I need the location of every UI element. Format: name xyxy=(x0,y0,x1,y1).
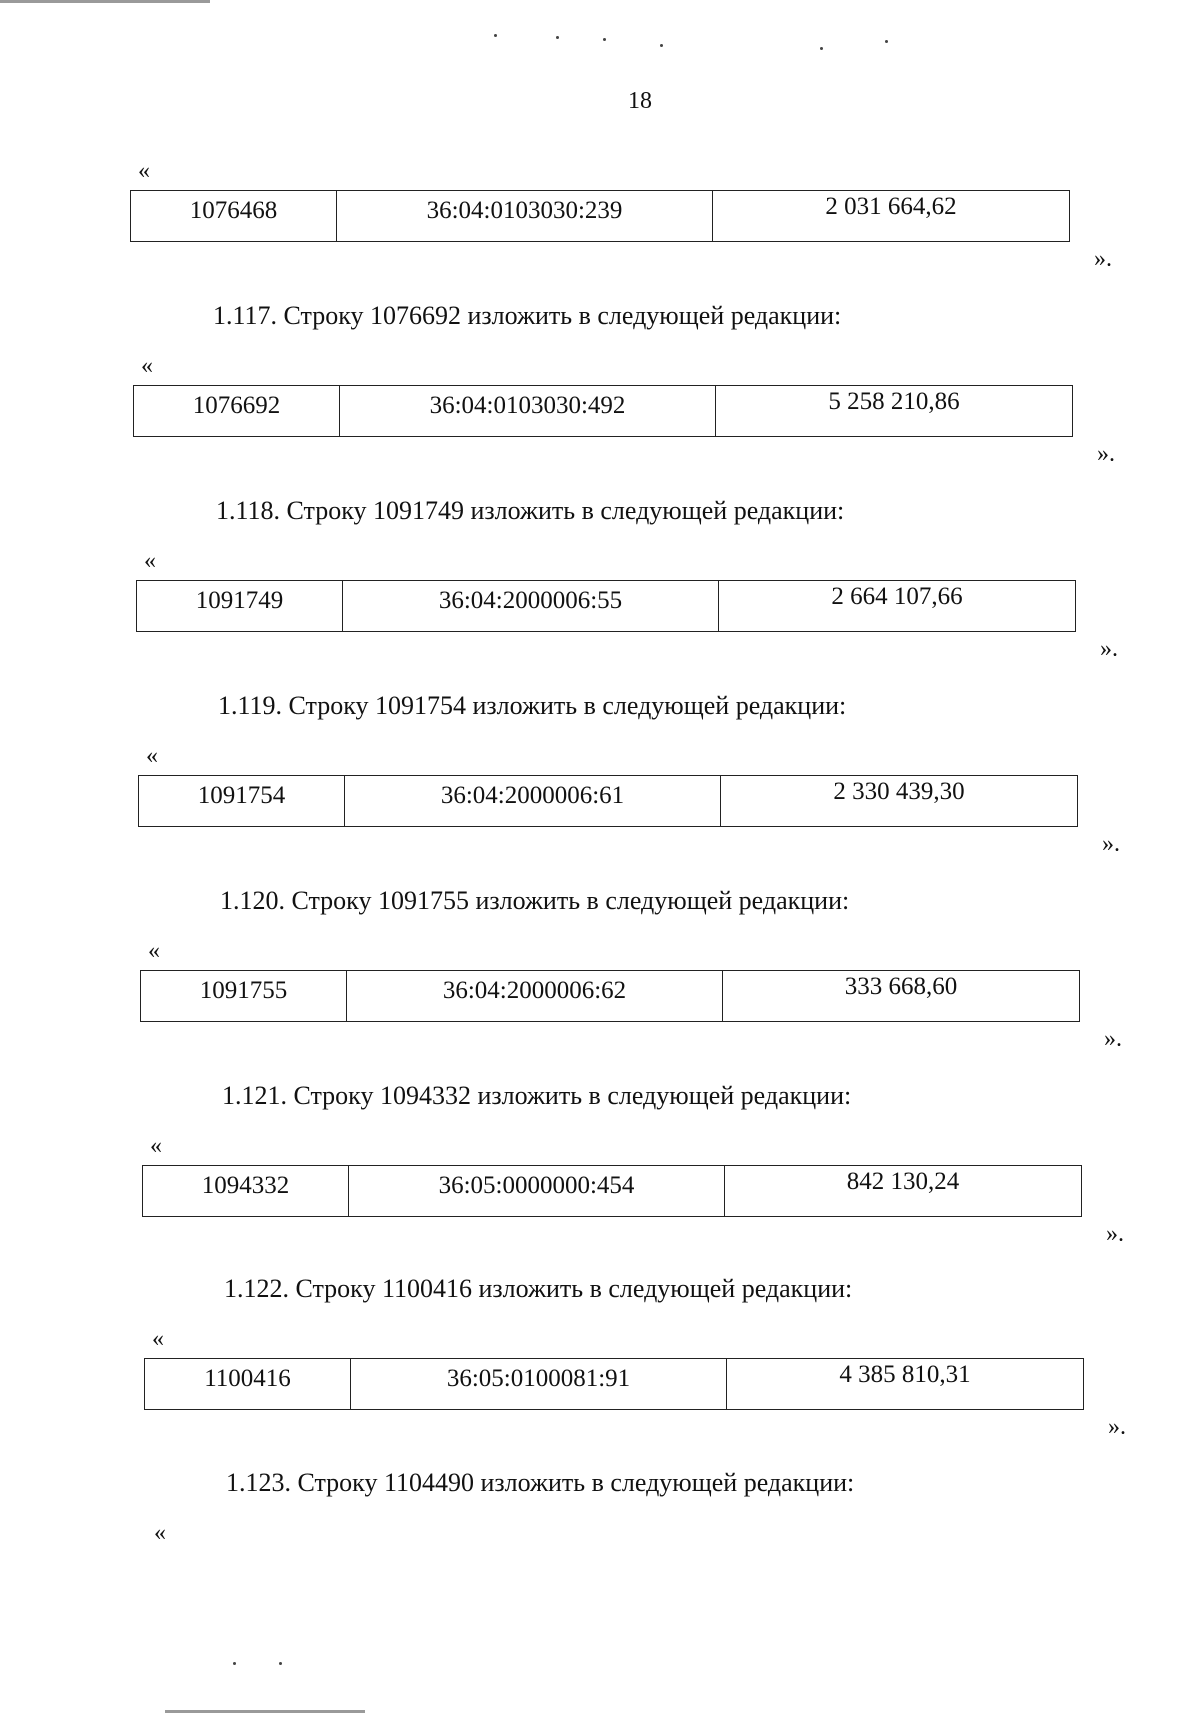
amendment-heading: 1.122. Строку 1100416 изложить в следующей редакции: xyxy=(224,1274,853,1303)
amendment-block xyxy=(133,301,1115,467)
amendment-block xyxy=(136,496,1118,662)
amendment-heading: 1.118. Строку 1091749 изложить в следующей редакции: xyxy=(216,496,845,525)
quote-close: ». xyxy=(1100,636,1118,662)
amendment-block xyxy=(142,1081,1124,1247)
cadastral-number-cell: 36:04:0103030:239 xyxy=(337,191,713,241)
row-id-cell: 1091754 xyxy=(139,776,345,826)
row-id-cell: 1091749 xyxy=(137,581,343,631)
amendment-block xyxy=(130,158,1112,272)
cadastral-number-cell: 36:04:0103030:492 xyxy=(340,386,716,436)
amendment-heading: 1.123. Строку 1104490 изложить в следующей редакции: xyxy=(226,1468,855,1497)
cadastral-number-cell: 36:04:2000006:55 xyxy=(343,581,719,631)
cadastral-value-cell: 4 385 810,31 xyxy=(839,1361,971,1388)
quote-close: ». xyxy=(1104,1026,1122,1052)
cadastral-number-cell: 36:04:2000006:61 xyxy=(345,776,721,826)
scan-speck xyxy=(279,1662,282,1665)
cadastral-value-cell: 2 330 439,30 xyxy=(833,778,965,805)
page-number: 18 xyxy=(628,88,652,114)
quote-close: ». xyxy=(1094,246,1112,272)
scan-speck xyxy=(556,36,559,39)
quote-open: « xyxy=(150,1133,162,1159)
quote-open: « xyxy=(152,1326,164,1352)
amendment-heading: 1.117. Строку 1076692 изложить в следующей редакции: xyxy=(213,301,842,330)
cadastral-number-cell: 36:04:2000006:62 xyxy=(347,971,723,1021)
amendment-block xyxy=(144,1274,1126,1440)
row-id-cell: 1094332 xyxy=(143,1166,349,1216)
row-id-cell: 1100416 xyxy=(145,1359,351,1409)
quote-open: « xyxy=(144,548,156,574)
cadastral-value-cell: 333 668,60 xyxy=(844,973,958,1000)
scan-speck xyxy=(885,40,888,43)
amendment-heading: 1.120. Строку 1091755 изложить в следующей редакции: xyxy=(220,886,850,915)
quote-close: ». xyxy=(1106,1221,1124,1247)
scan-speck xyxy=(660,44,663,47)
quote-close: ». xyxy=(1097,441,1115,467)
scan-speck xyxy=(603,38,606,41)
table-row xyxy=(138,775,1078,827)
amendment-block xyxy=(140,886,1122,1052)
scan-edge-top xyxy=(0,0,210,3)
row-id-cell: 1076468 xyxy=(131,191,337,241)
quote-open: « xyxy=(146,743,158,769)
amendment-heading: 1.121. Строку 1094332 изложить в следующей редакции: xyxy=(222,1081,852,1110)
amendment-block xyxy=(138,691,1120,857)
cadastral-number-cell: 36:05:0100081:91 xyxy=(351,1359,727,1409)
quote-open: « xyxy=(138,158,150,184)
quote-open: « xyxy=(148,938,160,964)
amendment-heading: 1.119. Строку 1091754 изложить в следующей редакции: xyxy=(218,691,847,720)
cadastral-value-cell: 5 258 210,86 xyxy=(828,388,960,415)
cadastral-value-cell: 2 664 107,66 xyxy=(831,583,963,610)
quote-open: « xyxy=(141,353,153,379)
cadastral-value-cell: 2 031 664,62 xyxy=(825,193,957,220)
cadastral-value-cell: 842 130,24 xyxy=(846,1168,960,1195)
scan-speck xyxy=(233,1662,236,1665)
quote-close: ». xyxy=(1102,831,1120,857)
quote-open: « xyxy=(154,1520,166,1546)
scan-speck xyxy=(820,47,823,50)
row-id-cell: 1091755 xyxy=(141,971,347,1021)
quote-close: ». xyxy=(1108,1414,1126,1440)
table-row xyxy=(133,385,1073,437)
scan-speck xyxy=(494,34,497,37)
scan-edge-bottom xyxy=(165,1710,365,1713)
table-row xyxy=(142,1165,1082,1217)
row-id-cell: 1076692 xyxy=(134,386,340,436)
table-row xyxy=(144,1358,1084,1410)
table-row xyxy=(136,580,1076,632)
table-row xyxy=(140,970,1080,1022)
table-row xyxy=(130,190,1070,242)
cadastral-number-cell: 36:05:0000000:454 xyxy=(349,1166,725,1216)
